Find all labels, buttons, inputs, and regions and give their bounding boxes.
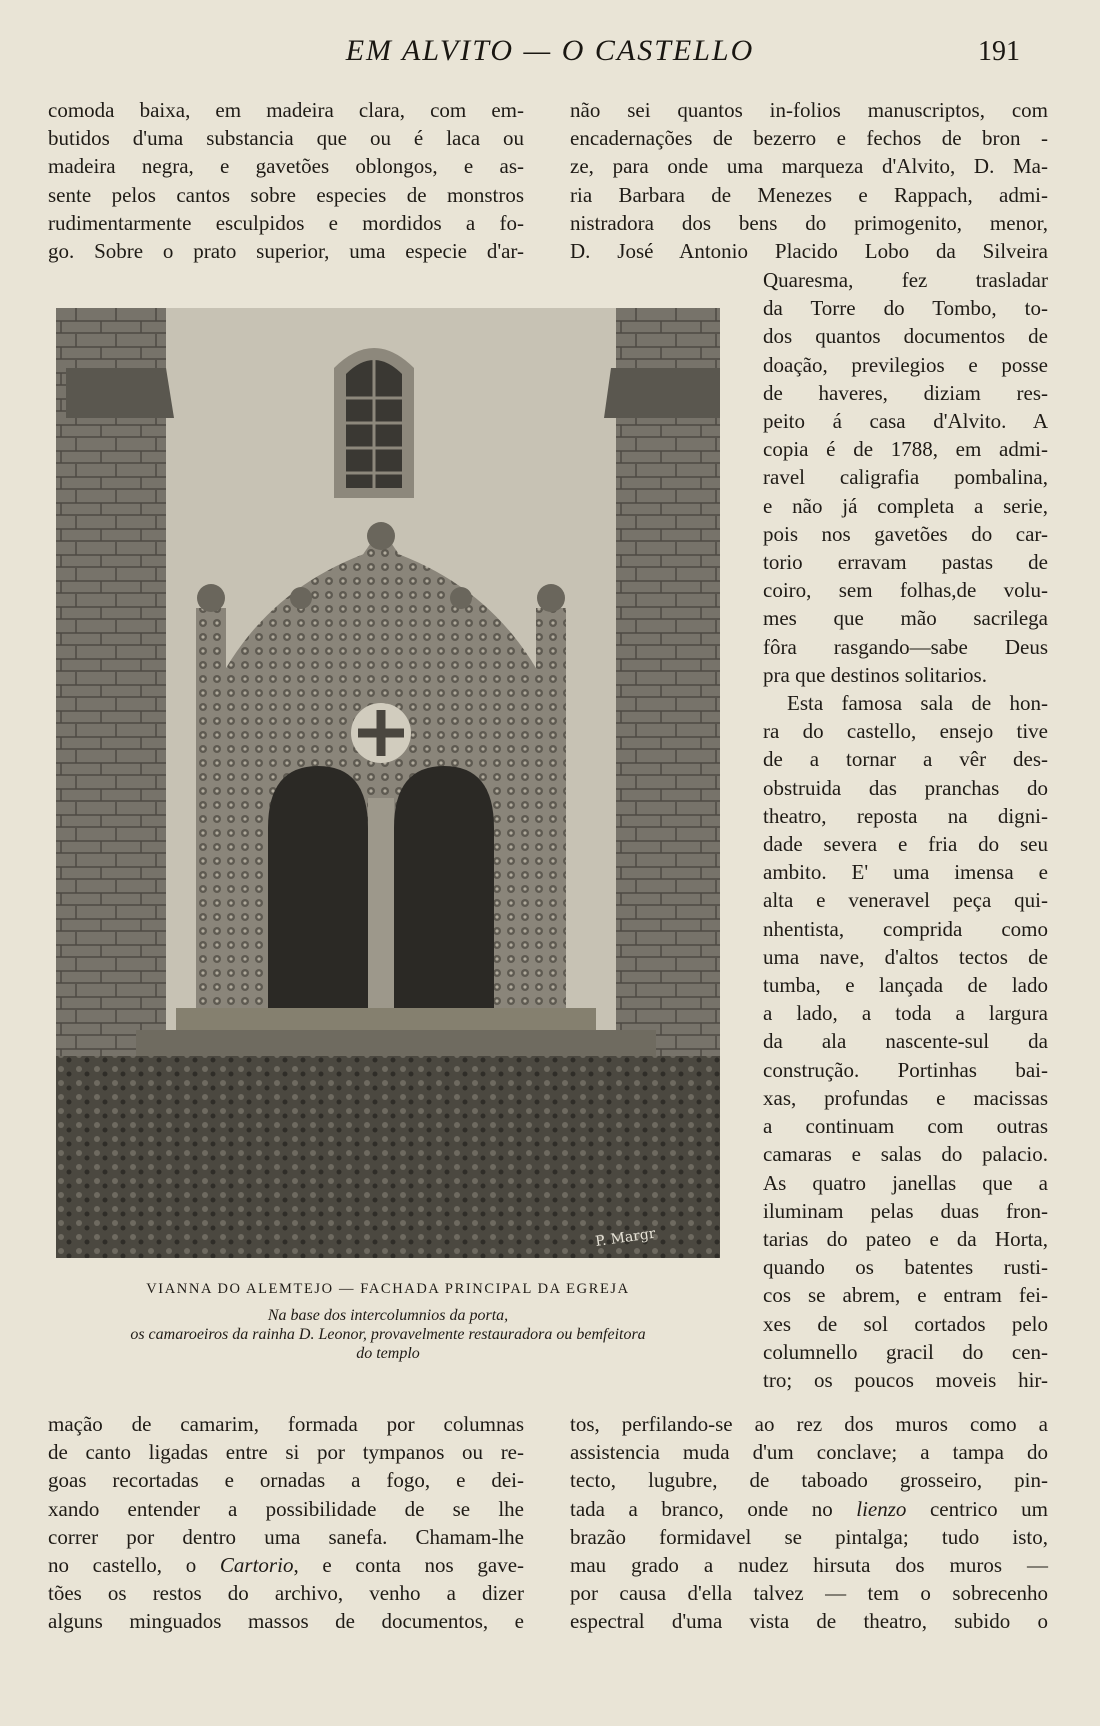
- caption-title: VIANNA DO ALEMTEJO — FACHADA PRINCIPAL DA EGREJA: [146, 1281, 630, 1297]
- text-line: madeira negra, e gavetões oblongos, e as-: [48, 154, 524, 179]
- text-line: de a tornar a vêr des-: [763, 747, 1048, 772]
- right-column-top: [570, 96, 1048, 265]
- italic-term: lienzo: [856, 1496, 907, 1521]
- text-line: por causa d'ella talvez — tem o sobrecenho: [570, 1581, 1048, 1606]
- text-line: As quatro janellas que a: [763, 1170, 1048, 1195]
- text-line: obstruida das pranchas do: [763, 775, 1048, 800]
- text-line: a lado, a toda a largura: [763, 1001, 1048, 1026]
- text-line: tões os restos do archivo, venho a dizer: [48, 1581, 524, 1606]
- text-line: comoda baixa, em madeira clara, com em-: [48, 98, 524, 122]
- text-line: mação de camarim, formada por columnas: [48, 1412, 524, 1436]
- text-line: tarias do pateo e da Horta,: [763, 1226, 1048, 1251]
- text-line: tada a branco, onde no lienzo centrico um: [570, 1496, 1048, 1521]
- text-line: butidos d'uma substancia que ou é laca ou: [48, 126, 524, 151]
- text-line: da ala nascente-sul da: [763, 1029, 1048, 1054]
- text-line: ravel caligrafia pombalina,: [763, 465, 1048, 490]
- text-line: camaras e salas do palacio.: [763, 1142, 1048, 1167]
- text-line: assistencia muda d'um conclave; a tampa do: [570, 1440, 1048, 1465]
- text-line: tecto, lugubre, de taboado grosseiro, pin-: [570, 1468, 1048, 1493]
- text-line: iluminam pelas duas fron-: [763, 1198, 1048, 1223]
- italic-term: Cartorio: [219, 1553, 294, 1578]
- text-line: mau grado a nudez hirsuta dos muros —: [570, 1553, 1048, 1578]
- caption-line: os camaroeiros da rainha D. Leonor, provavelmente restauradora ou bemfeitora: [130, 1326, 646, 1343]
- text-line: goas recortadas e ornadas a fogo, e dei-: [48, 1468, 524, 1493]
- text-line: uma nave, d'altos tectos de: [763, 944, 1048, 969]
- text-line: de canto ligadas entre si por tympanos ou re-: [48, 1440, 524, 1465]
- text-line: D. José Antonio Placido Lobo da Silveira: [570, 239, 1048, 264]
- text-line: columnello gracil do cen-: [763, 1339, 1048, 1364]
- text-line: ze, para onde uma marqueza d'Alvito, D. Ma-: [570, 154, 1048, 179]
- caption-line: do templo: [356, 1345, 420, 1362]
- text-line: brazão formidavel se pintalga; tudo isto,: [570, 1524, 1048, 1549]
- text-line: go. Sobre o prato superior, uma especie d'ar-: [48, 239, 524, 264]
- caption-line: Na base dos intercolumnios da porta,: [267, 1307, 509, 1324]
- text-line: alta e veneravel peça qui-: [763, 888, 1048, 913]
- text-line: Quaresma, fez trasladar: [763, 268, 1048, 292]
- text-line: tumba, e lançada de lado: [763, 973, 1048, 998]
- text-line: fôra rasgando—sabe Deus: [763, 634, 1048, 659]
- text-line: construção. Portinhas bai-: [763, 1057, 1048, 1082]
- church-facade-photo: [56, 308, 720, 1258]
- caption-subtitle: [40, 1306, 736, 1363]
- text-line: rudimentarmente esculpidos e mordidos a fo-: [48, 210, 524, 235]
- text-line: a continuam com outras: [763, 1114, 1048, 1139]
- photographer-signature: P. Margr: [594, 1225, 657, 1250]
- text-line: encadernações de bezerro e fechos de bron -: [570, 126, 1048, 151]
- text-line: peito á casa d'Alvito. A: [763, 409, 1048, 434]
- text-line: doação, previlegios e posse: [763, 352, 1048, 377]
- text-line: quando os batentes rusti-: [763, 1255, 1048, 1280]
- text-line: xes de sol cortados pelo: [763, 1311, 1048, 1336]
- text-line: alguns minguados massos de documentos, e: [48, 1609, 524, 1634]
- running-header: EM ALVITO — O CASTELLO: [345, 34, 755, 67]
- text-line: espectral d'uma vista de theatro, subido o: [570, 1609, 1048, 1634]
- text-line: torio erravam pastas de: [763, 550, 1048, 575]
- left-column-bottom: [48, 1410, 524, 1636]
- page-number: 191: [978, 36, 1020, 67]
- text-line: coiro, sem folhas,de volu-: [763, 578, 1048, 603]
- right-column-bottom: [570, 1410, 1048, 1636]
- text-line: ria Barbara de Menezes e Rappach, admi-: [570, 182, 1048, 207]
- text-line: dade severa e fria do seu: [763, 832, 1048, 857]
- text-line: Esta famosa sala de hon-: [787, 691, 1048, 716]
- text-line: dos quantos documentos de: [763, 324, 1048, 349]
- right-column-narrow: [763, 266, 1048, 1394]
- text-line: tro; os poucos moveis hir-: [763, 1367, 1048, 1392]
- text-line: não sei quantos in-folios manuscriptos, com: [570, 98, 1048, 122]
- text-line: da Torre do Tombo, to-: [763, 296, 1048, 321]
- text-line: ra do castello, ensejo tive: [763, 719, 1048, 744]
- text-line: tos, perfilando-se ao rez dos muros como a: [570, 1412, 1048, 1436]
- text-line: no castello, o Cartorio, e conta nos gave-: [48, 1553, 525, 1578]
- text-line: xando entender a possibilidade de se lhe: [48, 1496, 524, 1521]
- text-line: xas, profundas e macissas: [763, 1085, 1048, 1110]
- text-line: nistradora dos bens do primogenito, menor,: [570, 210, 1048, 235]
- text-line: copia é de 1788, em admi-: [763, 437, 1048, 462]
- text-line: theatro, reposta na digni-: [763, 803, 1048, 828]
- text-line: e não já completa a serie,: [763, 493, 1048, 518]
- text-line: sente pelos cantos sobre especies de monstros: [48, 182, 524, 207]
- text-line: de haveres, diziam res-: [763, 380, 1048, 405]
- left-column-top: [48, 96, 524, 265]
- text-line: ambito. E' uma imensa e: [763, 860, 1048, 885]
- text-line: pra que destinos solitarios.: [763, 662, 987, 687]
- text-line: pois nos gavetões do car-: [763, 521, 1048, 546]
- text-line: nhentista, comprida como: [763, 916, 1048, 941]
- text-line: mes que mão sacrilega: [763, 606, 1048, 631]
- text-line: cos se abrem, e entram fei-: [763, 1283, 1048, 1308]
- church-facade-illustration: [56, 308, 720, 1258]
- text-line: correr por dentro uma sanefa. Chamam-lhe: [48, 1524, 524, 1549]
